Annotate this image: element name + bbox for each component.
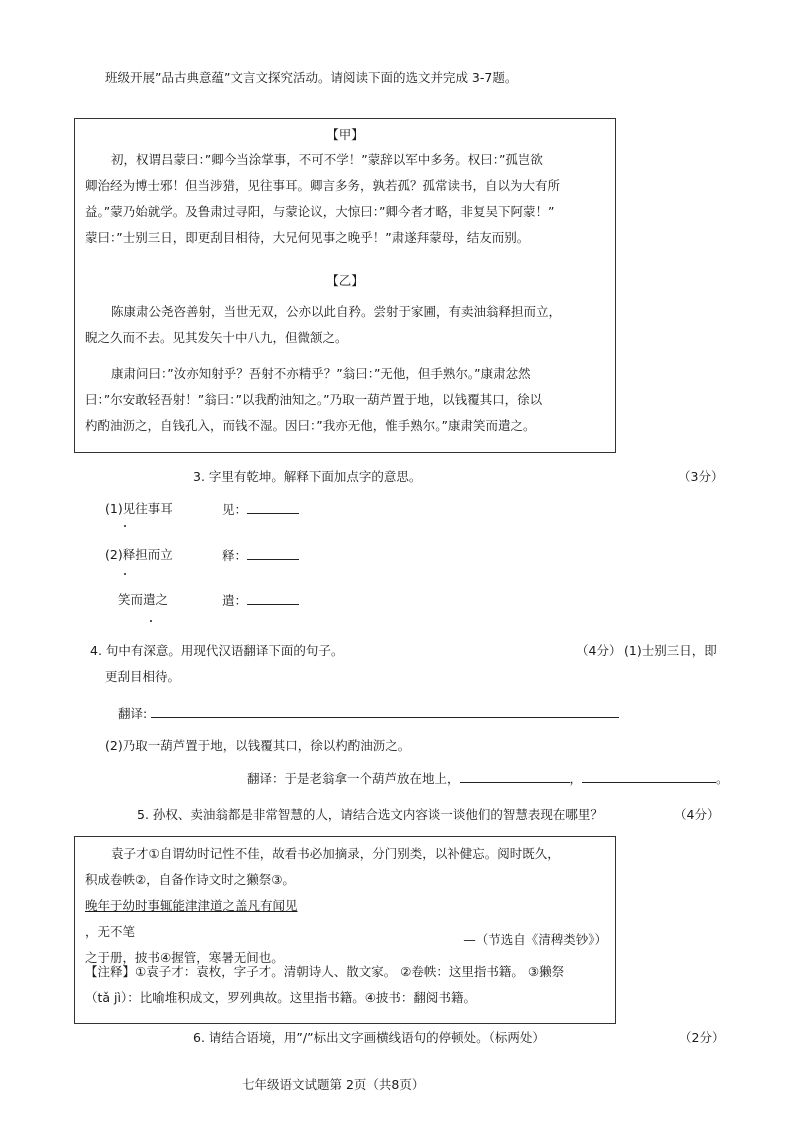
underlined-sentence: 晚年于幼时事辄能津津道之盖凡有闻见	[85, 898, 298, 913]
jia-line: 初，权谓吕蒙曰：”卿今当涂掌事，不可不学！”蒙辞以军中多务。权曰：”孤岂欲	[111, 152, 543, 167]
yi-paragraph-2	[85, 361, 542, 439]
q4-text: 4. 句中有深意。用现代汉语翻译下面的句子。	[90, 643, 344, 658]
jia-title: 【甲】	[326, 127, 364, 142]
passage2-line: 之于册，披书④握管，寒暑无间也。	[85, 950, 284, 965]
note-line: 【注释】①袁子才：袁枚，字子才。清朝诗人、散文家。 ②卷帙：这里指书籍。 ③獭祭	[85, 964, 565, 979]
q6-text: 6. 请结合语境，用”/”标出文字画横线语句的停顿处。（标两处）	[193, 1030, 545, 1045]
passage2-source: —（节选自《清稗类钞》）	[463, 932, 607, 947]
q5-score: （4分）	[674, 807, 720, 822]
q3-item-3-label: 遣：	[222, 593, 248, 608]
passage2-line2-end: ，无不笔	[85, 924, 136, 939]
passage2-line2-start: 积成卷帙②，自备作诗文时之獭祭③。	[85, 872, 295, 887]
q3-item-3-answer[interactable]	[222, 590, 299, 609]
answer-blank[interactable]	[247, 499, 299, 514]
q3-item-2-phrase: (2)释担而立	[105, 547, 173, 562]
yi-line: 曰：”尔安敢轻吾射！”翁曰：”以我酌油知之。”乃取一葫芦置于地，以钱覆其口，徐以	[85, 392, 543, 407]
answer-blank[interactable]	[460, 768, 570, 783]
note-line: （tǎ jì）：比喻堆积成文，罗列典故。这里指书籍。④披书：翻阅书籍。	[85, 990, 476, 1005]
intro-text: 班级开展”品古典意蕴”文言文探究活动。请阅读下面的选文并完成 3-7题。	[105, 70, 518, 85]
yi-title: 【乙】	[326, 273, 364, 288]
q4-translate-1[interactable]	[118, 703, 619, 722]
yi-line: 杓酌油沥之，自钱孔入，而钱不湿。因曰：”我亦无他，惟手熟尔。”康肃笑而遣之。	[85, 418, 536, 433]
jia-line: 卿治经为博士邪！但当涉猎，见往事耳。卿言多务，孰若孤？孤常读书，自以为大有所	[85, 178, 561, 193]
jia-paragraph	[85, 147, 560, 251]
jia-line: 蒙曰：”士别三日，即更刮目相待，大兄何见事之晚乎！”肃遂拜蒙母，结友而别。	[85, 230, 530, 245]
passage2-line: 袁子才①自谓幼时记性不佳，故看书必加摘录，分门别类，以补健忘。阅时既久，	[111, 846, 560, 861]
emphasis-dot	[124, 525, 126, 527]
yi-paragraph-1	[85, 299, 561, 351]
translate-label: 翻译:	[118, 706, 148, 721]
q3-item-3-phrase: 笑而遣之	[118, 592, 169, 607]
period: 。	[716, 771, 729, 786]
passage2-box	[74, 836, 616, 1024]
q4-score: （4分）	[576, 643, 622, 658]
q6-score: （2分）	[679, 1030, 725, 1045]
jia-line: 益。”蒙乃始就学。及鲁肃过寻阳，与蒙论议，大惊曰：”卿今者才略，非复吴下阿蒙！”	[85, 204, 555, 219]
comma: ，	[569, 771, 583, 786]
q3-item-1-label: 见：	[222, 502, 248, 517]
translate-2-text: 翻译：于是老翁拿一个葫芦放在地上，	[247, 771, 460, 786]
passage2-notes	[85, 959, 564, 1011]
q4-translate-2[interactable]	[247, 768, 729, 787]
q3-item-2-label: 释：	[222, 548, 248, 563]
emphasis-dot	[150, 620, 152, 622]
yi-line: 康肃问曰：”汝亦知射乎？吾射不亦精乎？”翁曰：”无他，但手熟尔。”康肃忿然	[111, 366, 531, 381]
emphasis-dot	[124, 573, 126, 575]
answer-blank[interactable]	[151, 703, 619, 718]
passage2-paragraph	[85, 841, 560, 971]
q3-text: 3. 字里有乾坤。解释下面加点字的意思。	[193, 469, 422, 484]
yi-line: 陈康肃公尧咨善射，当世无双，公亦以此自矜。尝射于家圃，有卖油翁释担而立，	[111, 304, 562, 319]
page-footer: 七年级语文试题第 2页（共8页）	[242, 1077, 425, 1092]
answer-blank[interactable]	[247, 590, 299, 605]
answer-blank[interactable]	[247, 545, 299, 560]
q3-item-1-phrase: (1)见往事耳	[105, 501, 173, 516]
q3-score: （3分）	[678, 469, 724, 484]
q3-item-2-answer[interactable]	[222, 545, 299, 564]
q5-text: 5. 孙权、卖油翁都是非常智慧的人，请结合选文内容谈一谈他们的智慧表现在哪里？	[137, 807, 603, 822]
yi-line: 睨之久而不去。见其发矢十中八九，但微颔之。	[85, 330, 348, 345]
q4-sub1-cont: 更刮目相待。	[105, 669, 181, 684]
answer-blank[interactable]	[582, 768, 716, 783]
q4-sub1-start: (1)士别三日，即	[624, 643, 717, 658]
passage-box	[74, 118, 616, 453]
q4-sub2: (2)乃取一葫芦置于地，以钱覆其口，徐以杓酌油沥之。	[105, 738, 411, 753]
q3-item-1-answer[interactable]	[222, 499, 299, 518]
